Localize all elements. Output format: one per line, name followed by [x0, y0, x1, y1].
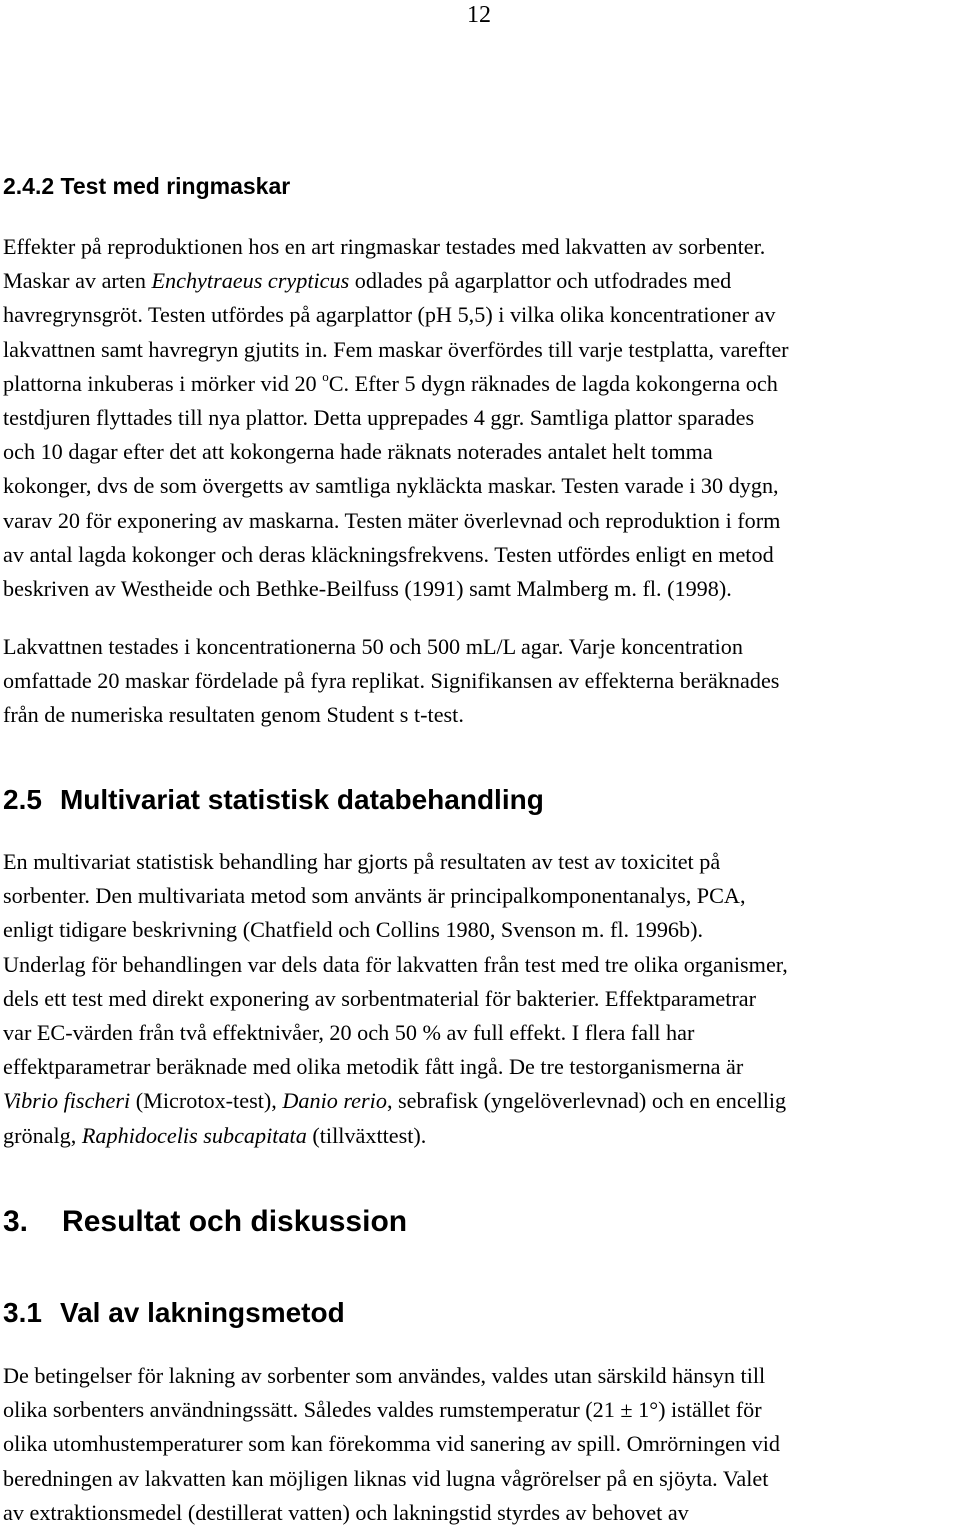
text-line: olika sorbenters användningssätt. Således valdes rumstemperatur (21 ± 1°) istället för — [3, 1397, 762, 1423]
section-number: 3. — [3, 1205, 29, 1238]
text-line: havregrynsgröt. Testen utfördes på agarplattor (pH 5,5) i vilka olika koncentrationer av — [3, 302, 776, 328]
species-name: Vibrio fischeri — [3, 1088, 131, 1114]
section-heading-3 — [3, 1204, 958, 1240]
text-line: var EC-värden från två effektnivåer, 20 och 50 % av full effekt. I flera fall har — [3, 1020, 695, 1046]
text-line: av antal lagda kokonger och deras kläckningsfrekvens. Testen utfördes enligt en metod — [3, 541, 774, 567]
text-line: testdjuren flyttades till nya plattor. Detta upprepades 4 ggr. Samtliga plattor sparades — [3, 405, 755, 431]
section-title: Multivariat statistisk databehandling — [59, 784, 544, 815]
section-number: 2.5 — [3, 784, 42, 815]
species-name: Danio rerio — [282, 1088, 387, 1114]
species-name: Raphidocelis subcapitata — [81, 1122, 307, 1148]
section-heading-2-5 — [3, 782, 958, 818]
text-line: De betingelser för lakning av sorbenter som användes, valdes utan särskild hänsyn till — [3, 1363, 766, 1388]
page-number: 12 — [467, 2, 491, 28]
paragraph-lakningsmetod — [3, 1359, 958, 1530]
text-line: Maskar av arten Enchytraeus crypticus odlades på agarplattor och utfodrades med — [3, 268, 732, 294]
section-number: 3.1 — [3, 1297, 42, 1328]
text-line: effektparametrar beräknade med olika metodik fått ingå. De tre testorganismerna är — [3, 1054, 744, 1080]
section-title: Resultat och diskussion — [62, 1205, 408, 1238]
text-line: plattorna inkuberas i mörker vid 20 $^o$C. Efter 5 dygn räknades de lagda kokongerna och — [3, 368, 778, 396]
paragraph-ringmaskar-method — [3, 230, 958, 606]
text-line: lakvattnen samt havregryn gjutits in. Fem maskar överfördes till varje testplatta, varefter — [3, 336, 789, 362]
text-line: och 10 dagar efter det att kokongerna hade räknats noterades antalet helt tomma — [3, 439, 713, 465]
section-heading-3-1 — [3, 1296, 958, 1330]
text-line: från de numeriska resultaten genom Student s t-test. — [3, 702, 464, 728]
text-line: grönalg, Raphidocelis subcapitata (tillväxttest). — [3, 1122, 427, 1148]
text-line: Lakvattnen testades i koncentrationerna 50 och 500 mL/L agar. Varje koncentration — [3, 634, 743, 659]
section-heading-2-4-2: 2.4.2 Test med ringmaskar — [3, 173, 291, 199]
text-line: Vibrio fischeri (Microtox-test), Danio rerio, sebrafisk (yngelöverlevnad) och en encellig — [3, 1088, 787, 1114]
section-title: Val av lakningsmetod — [59, 1297, 345, 1328]
species-name: Enchytraeus crypticus — [151, 268, 350, 294]
text-line: beredningen av lakvatten kan möjligen liknas vid lugna vågrörelser på en sjöyta. Valet — [3, 1465, 769, 1491]
text-line: En multivariat statistisk behandling har gjorts på resultaten av test av toxicitet på — [3, 849, 721, 874]
text-line: olika utomhustemperaturer som kan förekomma vid sanering av spill. Omrörningen vid — [3, 1431, 781, 1457]
text-line: omfattade 20 maskar fördelade på fyra replikat. Signifikansen av effekterna beräknades — [3, 668, 780, 694]
degree-superscript: o — [322, 368, 329, 384]
text-line: kokonger, dvs de som övergetts av samtliga nykläckta maskar. Testen varade i 30 dygn, — [3, 473, 779, 499]
text-line: beskriven av Westheide och Bethke-Beilfuss (1991) samt Malmberg m. fl. (1998). — [3, 576, 732, 602]
text-line: av extraktionsmedel (destillerat vatten) och lakningstid styrdes av behovet av — [3, 1499, 689, 1525]
text-line: Underlag för behandlingen var dels data för lakvatten från test med tre olika organismer, — [3, 951, 788, 977]
text-line: dels ett test med direkt exponering av sorbentmaterial för bakterier. Effektparametrar — [3, 985, 757, 1011]
text-line: sorbenter. Den multivariata metod som använts är principalkomponentanalys, PCA, — [3, 883, 746, 909]
text-line: varav 20 för exponering av maskarna. Testen mäter överlevnad och reproduktion i form — [3, 507, 781, 533]
text-line: enligt tidigare beskrivning (Chatfield och Collins 1980, Svenson m. fl. 1996b). — [3, 917, 704, 943]
paragraph-ringmaskar-concentrations — [3, 630, 958, 733]
paragraph-multivariat — [3, 845, 958, 1153]
text-line: Effekter på reproduktionen hos en art ringmaskar testades med lakvatten av sorbenter. — [3, 234, 766, 259]
